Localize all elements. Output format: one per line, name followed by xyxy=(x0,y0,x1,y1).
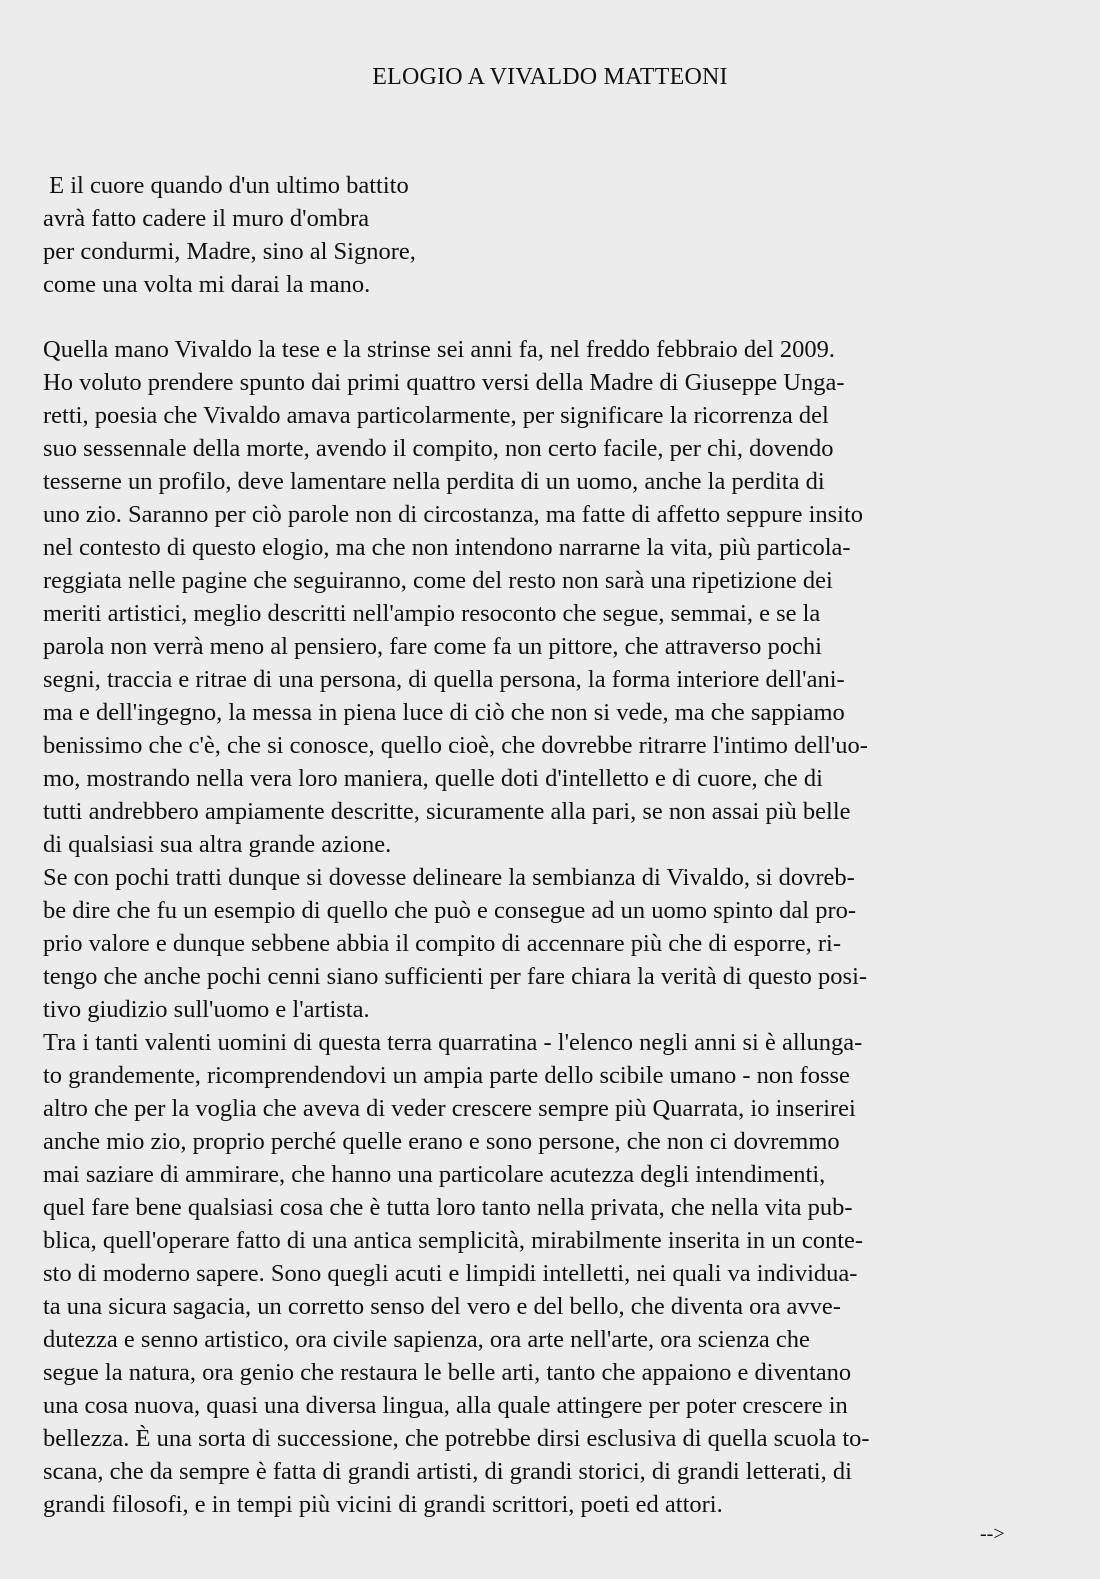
body-line: prio valore e dunque sebbene abbia il compito di accennare più che di esporre, ri- xyxy=(43,930,841,957)
body-line: dutezza e senno artistico, ora civile sapienza, ora arte nell'arte, ora scienza che xyxy=(43,1326,810,1353)
body-line: altro che per la voglia che aveva di veder crescere sempre più Quarrata, io inserirei xyxy=(43,1095,856,1122)
poem-line: per condurmi, Madre, sino al Signore, xyxy=(43,238,416,265)
body-line: una cosa nuova, quasi una diversa lingua, alla quale attingere per poter crescere in xyxy=(43,1392,848,1419)
body-line: meriti artistici, meglio descritti nell'ampio resoconto che segue, semmai, e se la xyxy=(43,600,821,627)
poem-line: come una volta mi darai la mano. xyxy=(43,271,371,298)
body-line: segni, traccia e ritrae di una persona, di quella persona, la forma interiore dell'ani- xyxy=(43,666,845,693)
body-line: sto di moderno sapere. Sono quegli acuti e limpidi intelletti, nei quali va individua- xyxy=(43,1260,858,1287)
body-line: tengo che anche pochi cenni siano sufficienti per fare chiara la verità di questo posi- xyxy=(43,963,868,990)
body-line: segue la natura, ora genio che restaura le belle arti, tanto che appaiono e diventano xyxy=(43,1359,852,1386)
body-line: di qualsiasi sua altra grande azione. xyxy=(43,831,392,858)
poem-stanza xyxy=(43,169,416,301)
body-line: to grandemente, ricomprendendovi un ampia parte dello scibile umano - non fosse xyxy=(43,1062,850,1089)
next-page-link[interactable]: --> xyxy=(980,1523,1005,1545)
body-line: suo sessennale della morte, avendo il compito, non certo facile, per chi, dovendo xyxy=(43,435,834,462)
body-line: ma e dell'ingegno, la messa in piena luce di ciò che non si vede, ma che sappiamo xyxy=(43,699,845,726)
body-line: quel fare bene qualsiasi cosa che è tutta loro tanto nella privata, che nella vita pub- xyxy=(43,1194,853,1221)
body-line: Ho voluto prendere spunto dai primi quattro versi della Madre di Giuseppe Unga- xyxy=(43,369,845,396)
body-line: Tra i tanti valenti uomini di questa terra quarratina - l'elenco negli anni si è allunga- xyxy=(43,1029,863,1056)
body-line: tutti andrebbero ampiamente descritte, sicuramente alla pari, se non assai più belle xyxy=(43,798,851,825)
body-line: mai saziare di ammirare, che hanno una particolare acutezza degli intendimenti, xyxy=(43,1161,826,1188)
body-line: Quella mano Vivaldo la tese e la strinse sei anni fa, nel freddo febbraio del 2009. xyxy=(43,336,836,363)
body-line: nel contesto di questo elogio, ma che non intendono narrarne la vita, più particola- xyxy=(43,534,851,561)
body-line: tesserne un profilo, deve lamentare nella perdita di un uomo, anche la perdita di xyxy=(43,468,825,495)
body-line: anche mio zio, proprio perché quelle erano e sono persone, che non ci dovremmo xyxy=(43,1128,840,1155)
body-line: benissimo che c'è, che si conosce, quello cioè, che dovrebbe ritrarre l'intimo dell'uo- xyxy=(43,732,868,759)
body-text xyxy=(43,333,1073,1521)
body-line: blica, quell'operare fatto di una antica semplicità, mirabilmente inserita in un conte- xyxy=(43,1227,864,1254)
body-line: mo, mostrando nella vera loro maniera, quelle doti d'intelletto e di cuore, che di xyxy=(43,765,823,792)
body-line: scana, che da sempre è fatta di grandi artisti, di grandi storici, di grandi letterati, di xyxy=(43,1458,852,1485)
body-line: be dire che fu un esempio di quello che può e consegue ad un uomo spinto dal pro- xyxy=(43,897,857,924)
body-line: uno zio. Saranno per ciò parole non di circostanza, ma fatte di affetto seppure insito xyxy=(43,501,864,528)
body-line: grandi filosofi, e in tempi più vicini di grandi scrittori, poeti ed attori. xyxy=(43,1491,723,1518)
body-line: tivo giudizio sull'uomo e l'artista. xyxy=(43,996,370,1023)
body-line: parola non verrà meno al pensiero, fare come fa un pittore, che attraverso pochi xyxy=(43,633,822,660)
poem-line: E il cuore quando d'un ultimo battito xyxy=(43,172,409,199)
body-line: Se con pochi tratti dunque si dovesse delineare la sembianza di Vivaldo, si dovreb- xyxy=(43,864,855,891)
body-line: ta una sicura sagacia, un corretto senso del vero e del bello, che diventa ora avve- xyxy=(43,1293,841,1320)
poem-line: avrà fatto cadere il muro d'ombra xyxy=(43,205,370,232)
body-line: retti, poesia che Vivaldo amava particolarmente, per significare la ricorrenza del xyxy=(43,402,829,429)
body-line: bellezza. È una sorta di successione, che potrebbe dirsi esclusiva di quella scuola to- xyxy=(43,1425,870,1452)
body-line: reggiata nelle pagine che seguiranno, come del resto non sarà una ripetizione dei xyxy=(43,567,833,594)
page-title: ELOGIO A VIVALDO MATTEONI xyxy=(372,64,728,90)
